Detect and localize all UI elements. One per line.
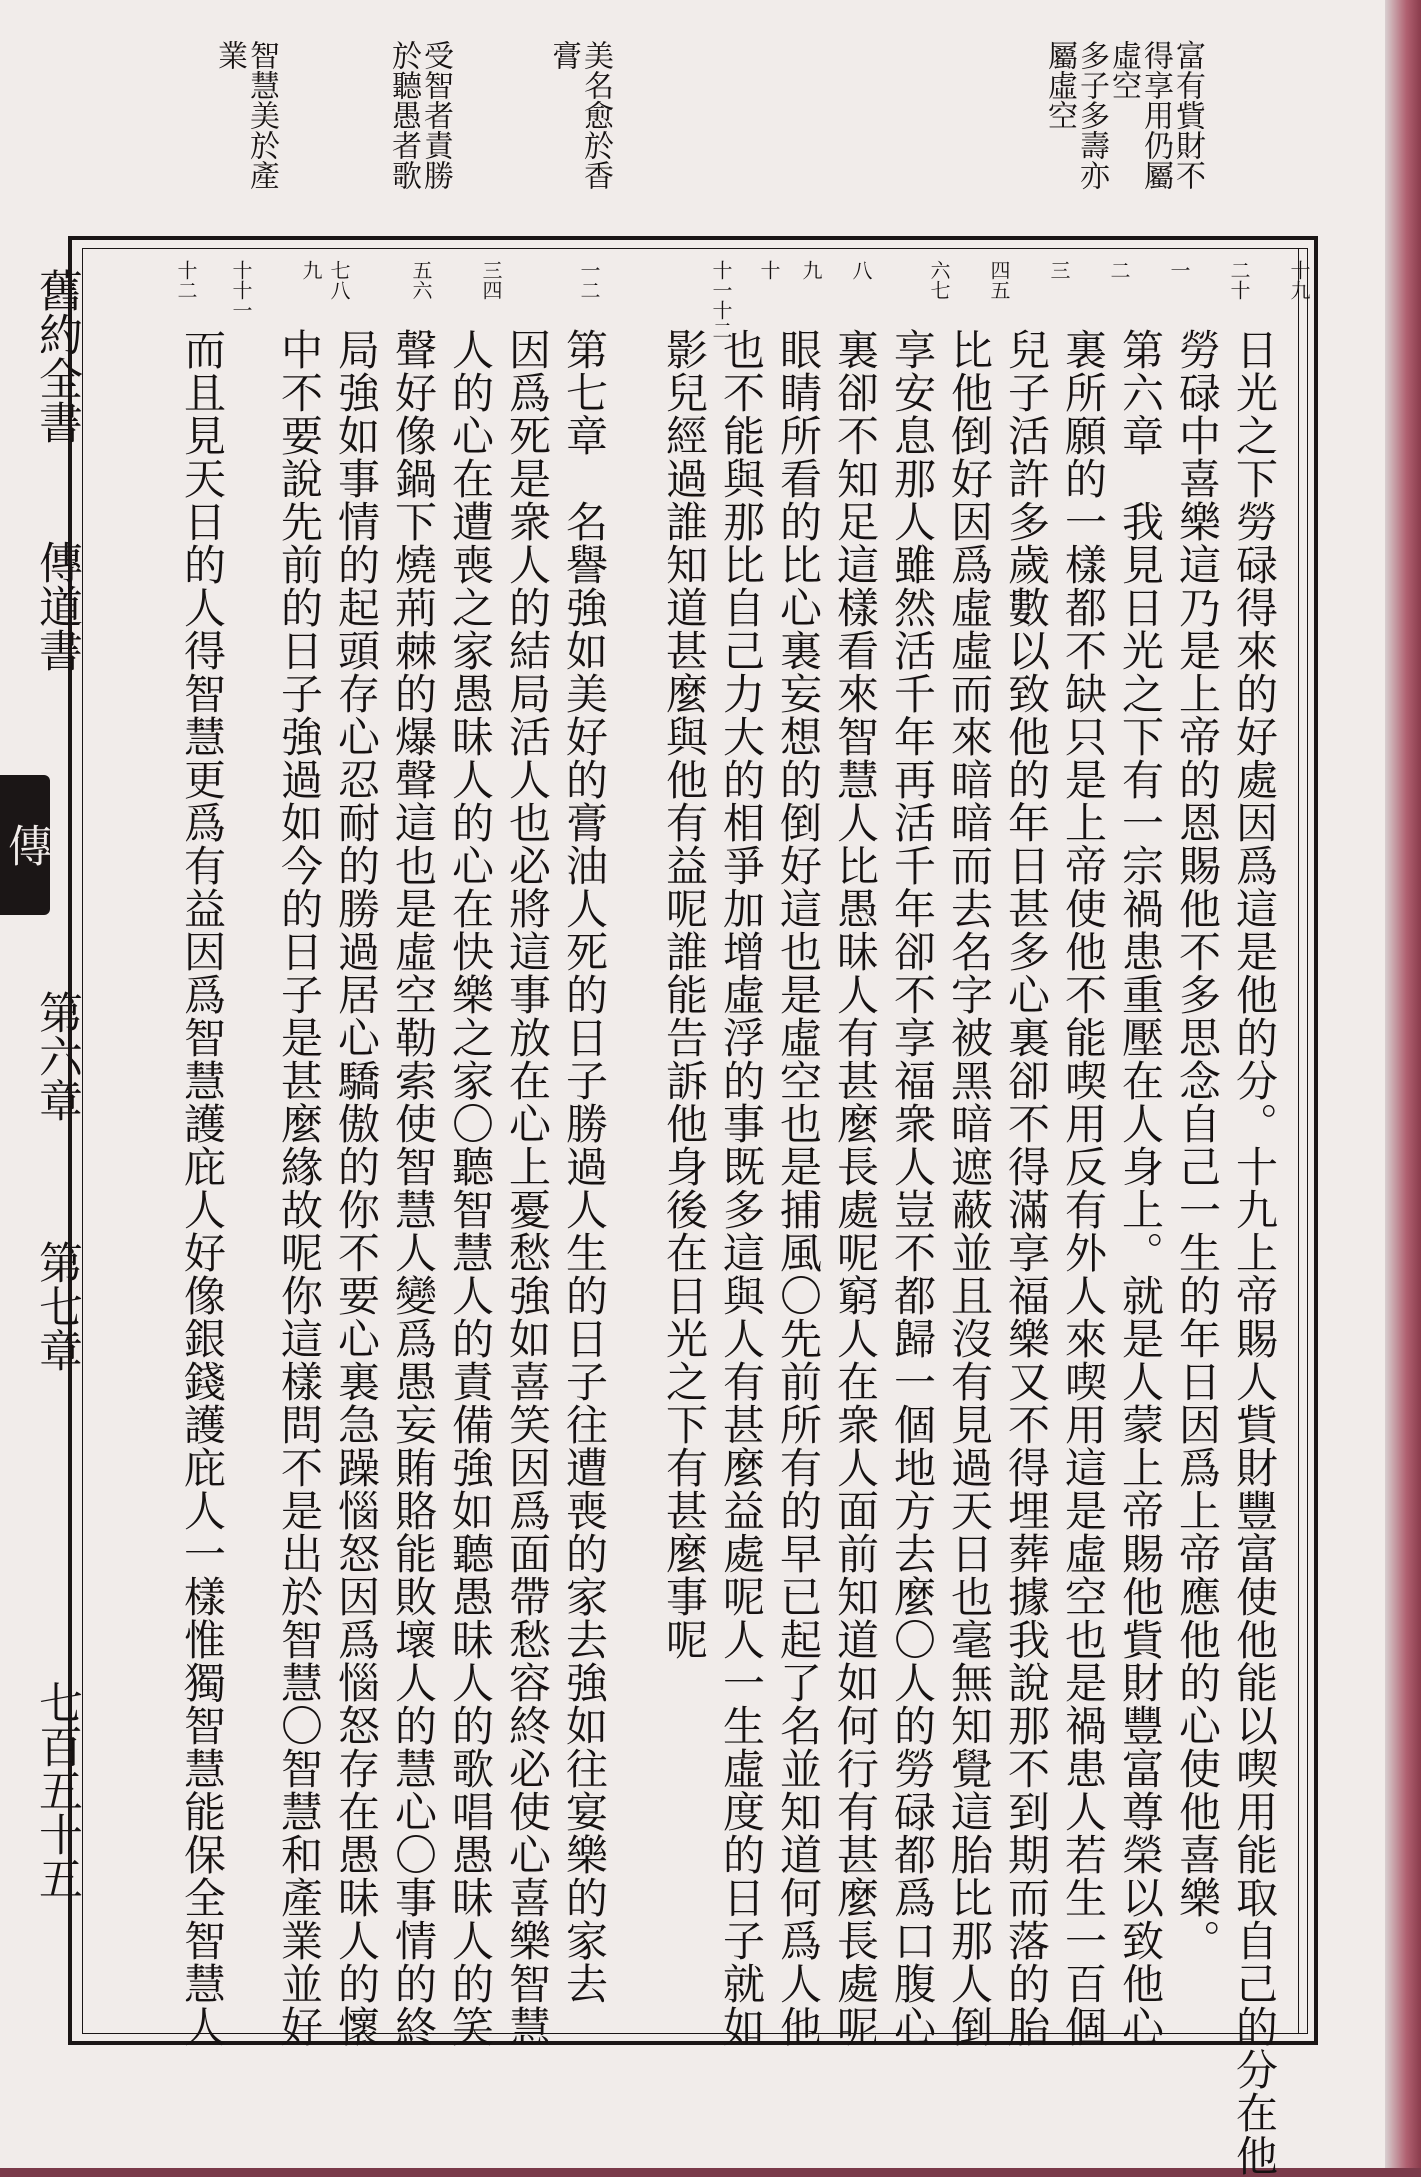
bleed-through-text — [1230, 40, 1274, 70]
verse-number: 十二 — [174, 260, 198, 300]
margin-note: 富有貲財不 — [1170, 40, 1205, 190]
text-column: 也不能與那比自己力大的相爭加增虛浮的事既多這與人有甚麼益處呢人一生虛度的日子就如 — [717, 328, 766, 2048]
text-column: 影兒經過誰知道甚麼與他有益呢誰能告訴他身後在日光之下有甚麼事呢 — [660, 328, 709, 1661]
text-column: 兒子活許多歲數以致他的年日甚多心裏卻不得滿享福樂又不得埋葬據我說那不到期而落的胎 — [1002, 328, 1051, 2048]
frame-divider — [1298, 248, 1299, 2034]
thumb-index-tab: 傳 — [0, 775, 50, 915]
text-column: 聲好像鍋下燒荊棘的爆聲這也是虛空勒索使智慧人變爲愚妄賄賂能敗壞人的慧心〇事情的終 — [389, 328, 438, 2048]
text-column: 第六章 我見日光之下有一宗禍患重壓在人身上。就是人蒙上帝賜他貲財豐富尊榮以致他心 — [1116, 328, 1165, 2048]
text-column: 局強如事情的起頭存心忍耐的勝過居心驕傲的你不要心裏急躁惱怒因爲惱怒存在愚昧人的懷 — [332, 328, 381, 2048]
text-column: 比他倒好因爲虛虛而來暗暗而去名字被黑暗遮蔽並且沒有見過天日也毫無知覺這胎比那人倒 — [945, 328, 994, 2048]
book-edge — [1385, 0, 1421, 2168]
verse-number: 二十 — [1227, 260, 1251, 300]
verse-number: 三四 — [479, 260, 503, 300]
verse-number: 十 — [757, 260, 781, 280]
verse-number: 二 — [1107, 260, 1131, 280]
verse-number: 八 — [849, 260, 873, 280]
verse-number: 五六 — [409, 260, 433, 300]
margin-note: 膏 — [546, 40, 581, 70]
verse-number: 一 — [1167, 260, 1191, 280]
verse-number: 七八 — [327, 260, 351, 300]
margin-note: 受智者責勝 — [418, 40, 453, 190]
margin-note: 屬虛空 — [1042, 40, 1077, 130]
book-title: 舊約全書 — [31, 268, 82, 444]
chapter-label: 第七章 — [31, 1240, 82, 1372]
text-column: 享安息那人雖然活千年再活千年卻不享福衆人豈不都歸一個地方去麼〇人的勞碌都爲口腹心 — [888, 328, 937, 2048]
text-column: 而且見天日的人得智慧更爲有益因爲智慧護庇人好像銀錢護庇人一樣惟獨智慧能保全智慧人 — [178, 328, 227, 2048]
margin-note: 美名愈於香 — [578, 40, 613, 190]
verse-number: 四五 — [987, 260, 1011, 300]
verse-number: 一二 — [577, 260, 601, 300]
text-column: 人的心在遭喪之家愚昧人的心在快樂之家〇聽智慧人的責備強如聽愚昧人的歌唱愚昧人的笑 — [446, 328, 495, 2048]
text-column: 眼睛所看的比心裏妄想的倒好這也是虛空也是捕風〇先前所有的早已起了名並知道何爲人他 — [774, 328, 823, 2048]
verse-number: 三 — [1047, 260, 1071, 280]
text-column: 中不要說先前的日子強過如今的日子是甚麼緣故呢你這樣問不是出於智慧〇智慧和產業並好 — [275, 328, 324, 2048]
margin-note: 業 — [212, 40, 247, 70]
chapter-label: 第六章 — [31, 990, 82, 1122]
text-column: 因爲死是衆人的結局活人也必將這事放在心上憂愁強如喜笑因爲面帶愁容終必使心喜樂智慧 — [503, 328, 552, 2048]
text-column: 勞碌中喜樂這乃是上帝的恩賜他不多思念自己一生的年日因爲上帝應他的心使他喜樂。 — [1173, 328, 1222, 1962]
verse-number: 六七 — [927, 260, 951, 300]
text-column: 裏卻不知足這樣看來智慧人比愚昧人有甚麼長處呢窮人在衆人面前知道如何行有甚麼長處呢 — [831, 328, 880, 2048]
margin-note: 智慧美於產 — [244, 40, 279, 190]
text-column: 日光之下勞碌得來的好處因爲這是他的分。十九上帝賜人貲財豐富使他能以喫用能取自己的分在他 — [1230, 328, 1279, 2177]
book-name: 傳道書 — [31, 540, 82, 672]
margin-note: 於聽愚者歌 — [386, 40, 421, 190]
verse-number: 十一十二 — [709, 260, 733, 340]
text-column: 裏所願的一樣都不缺只是上帝使他不能喫用反有外人來喫用這是虛空也是禍患人若生一百個 — [1059, 328, 1108, 2048]
margin-note: 虛空 — [1106, 40, 1141, 100]
verse-number: 九 — [799, 260, 823, 280]
margin-note: 多子多壽亦 — [1074, 40, 1109, 190]
verse-number: 十九 — [1287, 260, 1311, 300]
text-column: 第七章 名譽強如美好的膏油人死的日子勝過人生的日子往遭喪的家去強如往宴樂的家去 — [560, 328, 609, 2005]
verse-number: 十十一 — [229, 260, 253, 320]
verse-number: 九 — [299, 260, 323, 280]
margin-note: 得享用仍屬 — [1138, 40, 1173, 190]
page-number: 七百五十五 — [31, 1680, 82, 1900]
